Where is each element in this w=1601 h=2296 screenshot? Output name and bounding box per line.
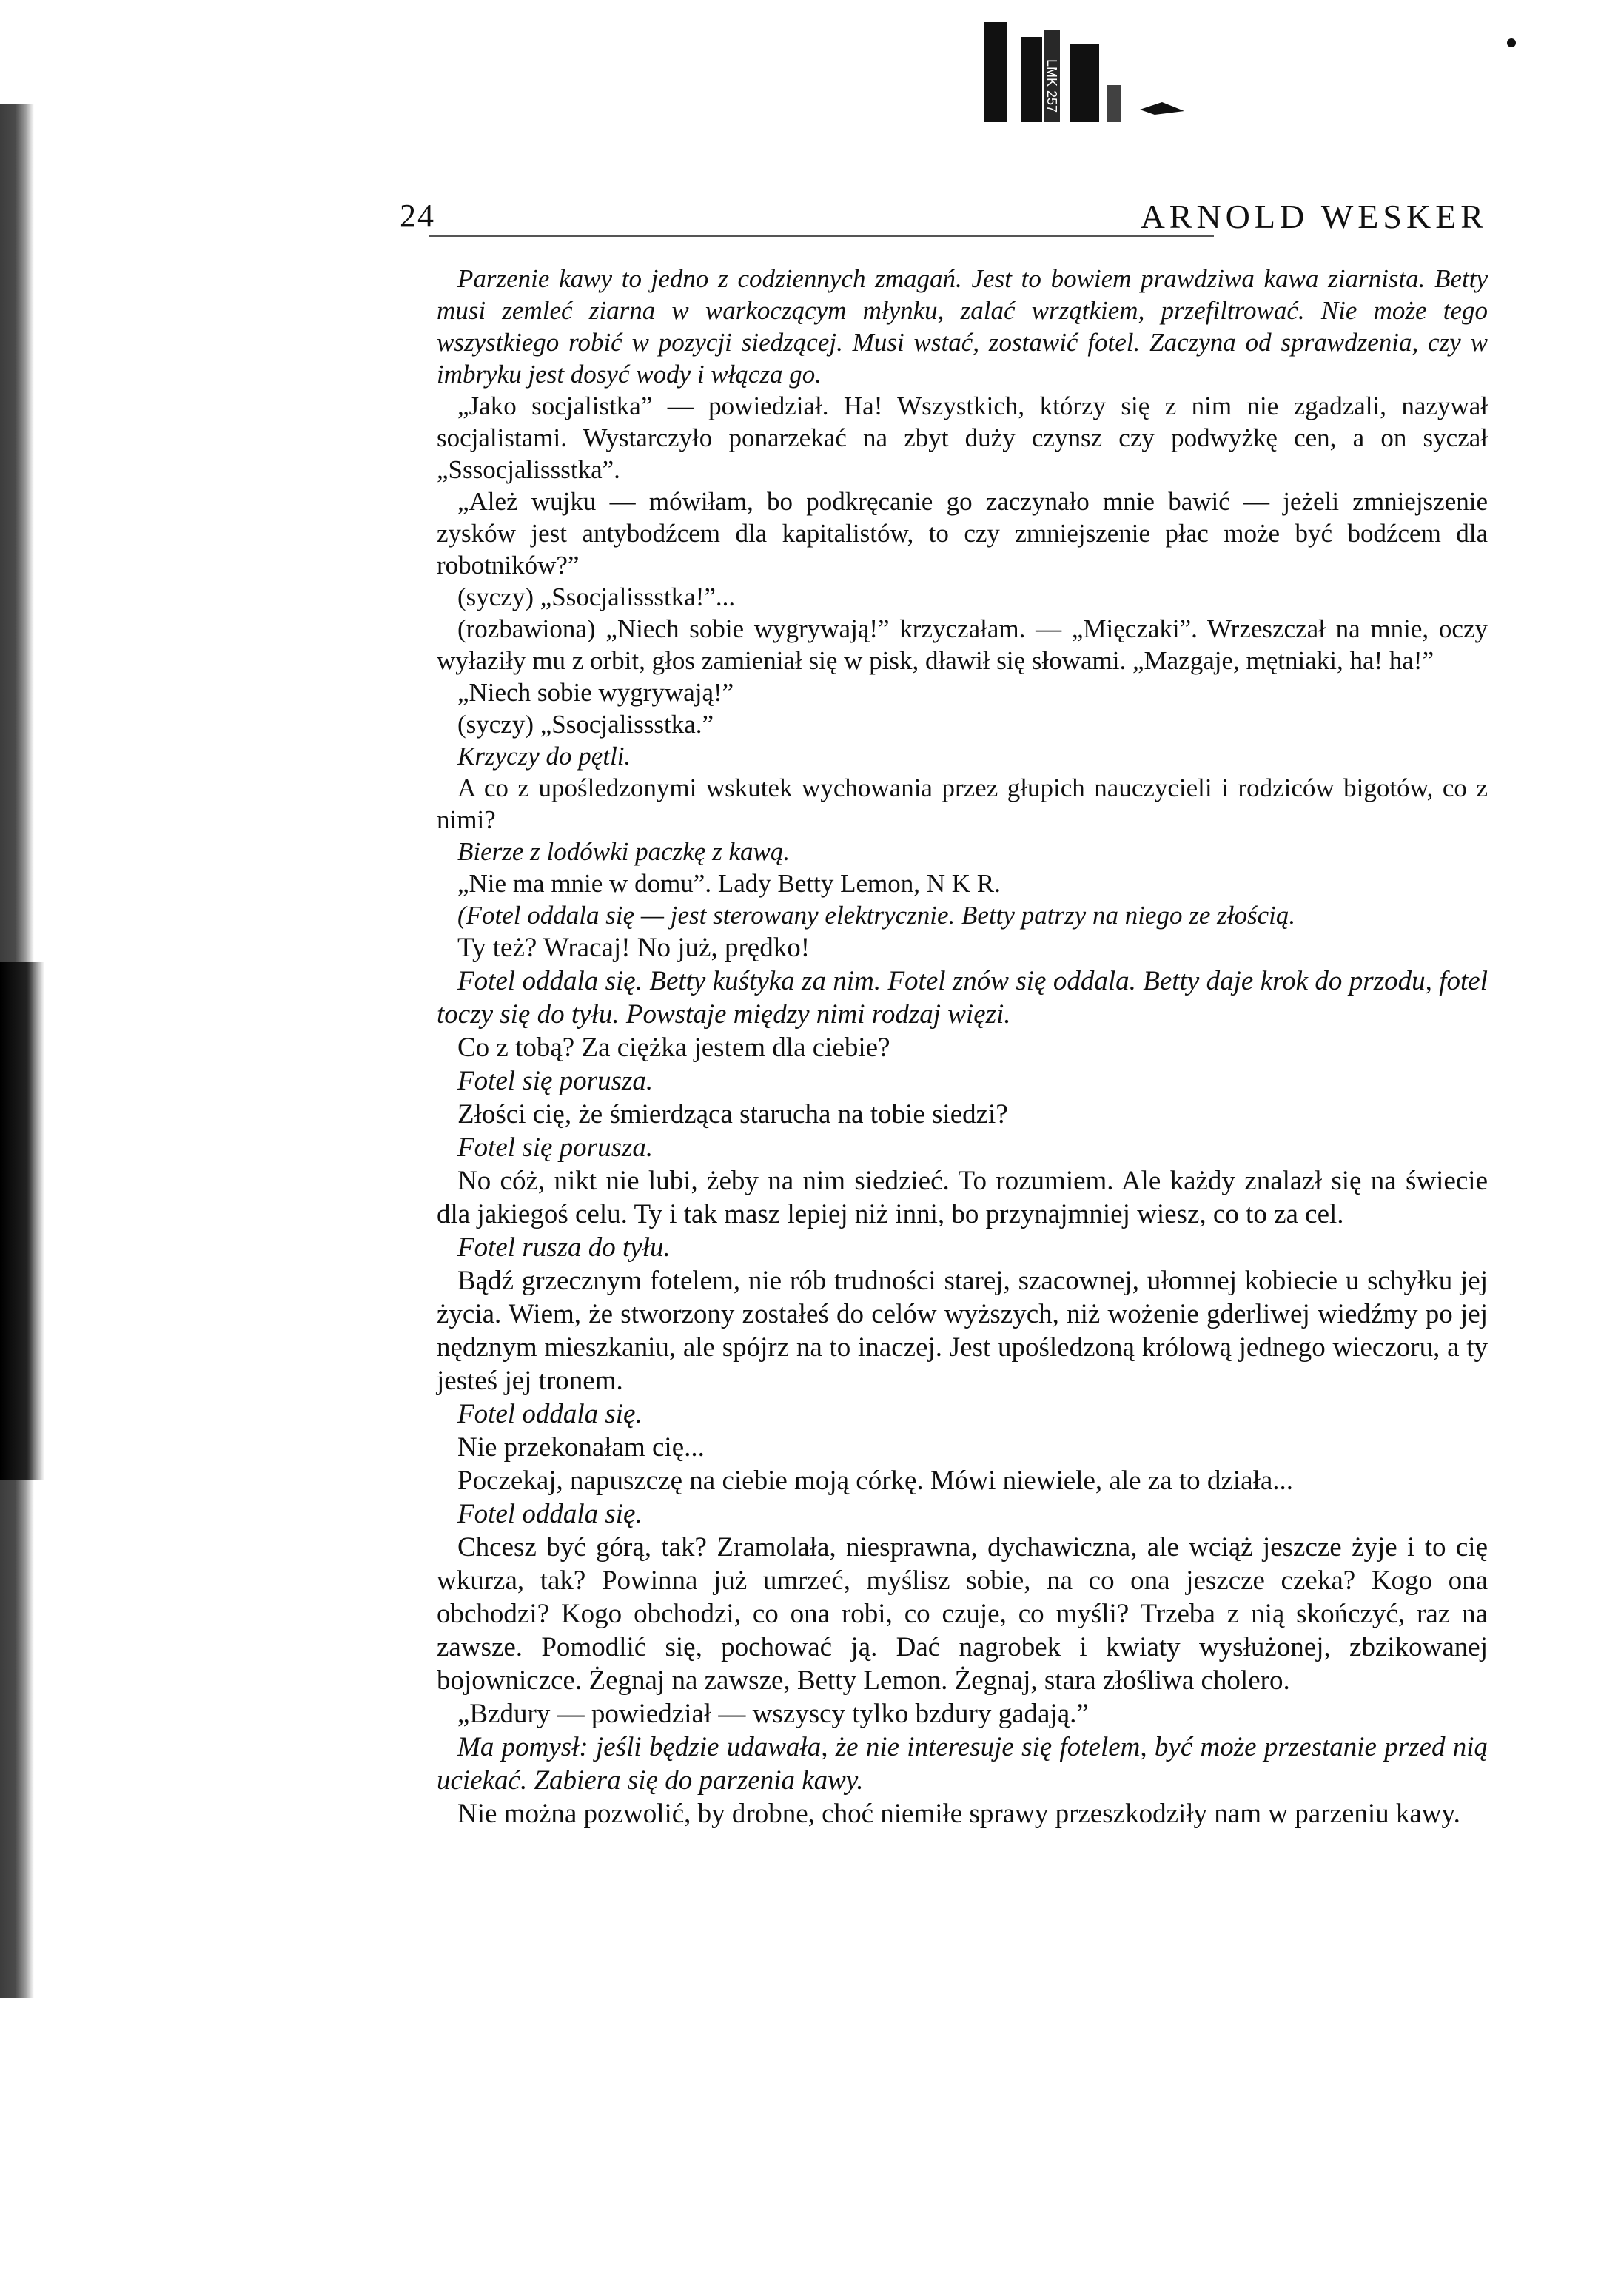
library-stamp — [970, 15, 1221, 126]
stage-direction: (Fotel oddala się — jest sterowany elektrycznie. Betty patrzy na niego ze złością. — [457, 901, 1296, 930]
paragraph: Nie przekonałam cię... — [457, 1432, 705, 1463]
paragraph: Poczekaj, napuszczę na ciebie moją córkę. Mówi niewiele, ale za to działa... — [457, 1466, 1294, 1496]
stage-direction: Fotel oddala się. Betty kuśtyka za nim. Fotel znów się oddala. Betty daje krok do przodu, fotel toczy się do tyłu. Powstaje między nimi rodzaj więzi. — [437, 966, 1488, 1030]
paragraph: No cóż, nikt nie lubi, żeby na nim siedzieć. To rozumiem. Ale każdy znalazł się na świecie dla jakiegoś celu. Ty i tak masz lepiej niż inni, bo przynajmniej wiesz, co to za cel. — [437, 1166, 1488, 1229]
stage-direction: Krzyczy do pętli. — [457, 742, 631, 771]
stage-direction: Fotel rusza do tyłu. — [457, 1232, 671, 1263]
paragraph: „Niech sobie wygrywają!” — [457, 678, 734, 707]
paragraph: Złości cię, że śmierdząca starucha na tobie siedzi? — [457, 1099, 1008, 1129]
page-header — [400, 184, 1488, 243]
paragraph: „Jako socjalistka” — powiedział. Ha! Wszystkich, którzy się z nim nie zgadzali, nazywał socjalistami. Wystarczyło ponarzekać na zbyt duży czynsz czy podwyżkę cen, a on syczał „Sssocjalissstka”. — [437, 392, 1488, 484]
scan-edge-dark — [0, 962, 44, 1480]
paragraph: Co z tobą? Za ciężka jestem dla ciebie? — [457, 1033, 890, 1063]
paragraph: A co z upośledzonymi wskutek wychowania przez głupich nauczycieli i rodziców bigotów, co z nimi? — [437, 773, 1488, 834]
stage-direction: Fotel się porusza. — [457, 1132, 654, 1163]
stage-direction: Fotel oddala się. — [457, 1499, 642, 1529]
scan-dot — [1507, 38, 1516, 47]
running-head: ARNOLD WESKER — [1140, 198, 1488, 235]
paragraph: „Ależ wujku — mówiłam, bo podkręcanie go zaczynało mnie bawić — jeżeli zmniejszenie zysków jest antybodźcem dla kapitalistów, to czy zmniejszenie płac może być bodźcem dla robotników?” — [437, 487, 1488, 580]
paragraph: Chcesz być górą, tak? Zramolała, niesprawna, dychawiczna, ale wciąż jeszcze żyje i to cię wkurza, tak? Powinna już umrzeć, myślisz sobie, na co ona jeszcze czeka? Kogo ona obchodzi? Kogo obchodzi, co ona robi, co czuje, co myśli? Trzeba z nią skończyć, raz na zawsze. Pomodlić się, pochować ją. Dać nagrobek i kwiaty wysłużonej, zbzikowanej bojowniczce. Żegnaj na zawsze, Betty Lemon. Żegnaj, stara złośliwa cholero. — [437, 1532, 1488, 1696]
stage-direction: Ma pomysł: jeśli będzie udawała, że nie interesuje się fotelem, być może przestanie przed nią uciekać. Zabiera się do parzenia kawy. — [437, 1732, 1488, 1796]
paragraph: (syczy) „Ssocjalissstka!”... — [457, 583, 736, 611]
paragraph: Bądź grzecznym fotelem, nie rób trudności starej, szacownej, ułomnej kobiecie u schyłku jej życia. Wiem, że stworzony zostałeś do celów wyższych, niż wożenie gderliwej wiedźmy po jej nędznym mieszkaniu, ale spójrz na to inaczej. Jest upośledzoną królową jednego wieczoru, a ty jesteś jej tronem. — [437, 1266, 1488, 1396]
paragraph: (rozbawiona) „Niech sobie wygrywają!” krzyczałam. — „Mięczaki”. Wrzeszczał na mnie, oczy wyłaziły mu z orbit, głos zamieniał się w pisk, dławił się słowami. „Mazgaje, mętniaki, ha! ha!” — [437, 614, 1488, 675]
paragraph: (syczy) „Ssocjalissstka.” — [457, 710, 714, 739]
header-rule — [429, 235, 1214, 237]
paragraph: „Nie ma mnie w domu”. Lady Betty Lemon, N K R. — [457, 869, 1001, 898]
paragraph: „Bzdury — powiedział — wszyscy tylko bzdury gadają.” — [457, 1699, 1089, 1729]
body-text — [437, 263, 1488, 1830]
paragraph: Nie można pozwolić, by drobne, choć niemiłe sprawy przeszkodziły nam w parzeniu kawy. — [457, 1799, 1460, 1829]
stamp-code: LMK 257 — [1044, 59, 1059, 113]
stage-direction: Fotel się porusza. — [457, 1066, 654, 1096]
stage-direction: Parzenie kawy to jedno z codziennych zmagań. Jest to bowiem prawdziwa kawa ziarnista. Betty musi zemleć ziarna w warkoczącym młynku, zalać wrzątkiem, przefiltrować. Nie może tego wszystkiego robić w pozycji siedzącej. Musi wstać, zostawić fotel. Zaczyna od sprawdzenia, czy w imbryku jest dosyć wody i włącza go. — [437, 264, 1488, 389]
lower-text-block — [437, 931, 1488, 1830]
page-number: 24 — [400, 198, 435, 234]
stage-direction: Fotel oddala się. — [457, 1399, 642, 1429]
stage-direction: Bierze z lodówki paczkę z kawą. — [457, 837, 791, 866]
paragraph: Ty też? Wracaj! No już, prędko! — [457, 933, 810, 963]
